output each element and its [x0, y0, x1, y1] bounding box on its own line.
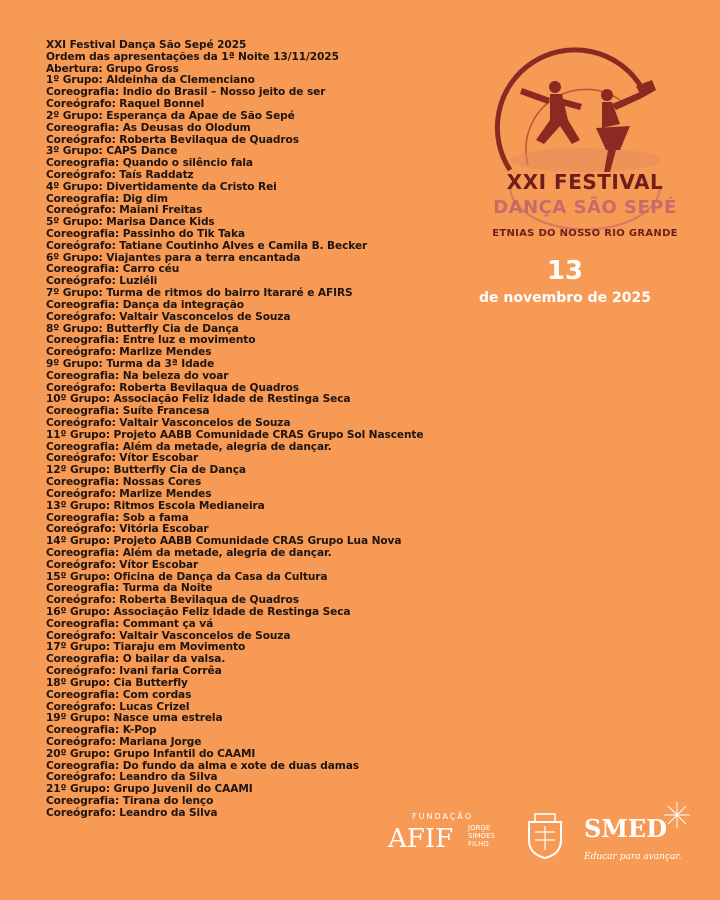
program-line: 18º Grupo: Cia Butterfly [46, 676, 188, 689]
program-line: 17º Grupo: Tiaraju em Movimento [46, 641, 246, 654]
program-line: Coreografia: Turma da Noite [46, 582, 213, 595]
program-line: Coreógrafo: Marlize Mendes [46, 487, 212, 500]
program-line: Coreógrafo: Tatiane Coutinho Alves e Camila B. Becker [46, 239, 368, 252]
program-line: Coreógrafo: Vítor Escobar [46, 452, 199, 465]
program-line: 7º Grupo: Turma de ritmos do bairro Itararé e AFIRS [46, 287, 353, 300]
program-line: 16º Grupo: Associação Feliz Idade de Restinga Seca [46, 606, 351, 618]
program-line: Coreografia: Quando o silêncio fala [46, 157, 253, 170]
program-line: Coreografia: As Deusas do Olodum [46, 121, 251, 134]
program-line: Coreografia: Sob a fama [46, 511, 189, 524]
program-line: 3º Grupo: CAPS Dance [46, 145, 178, 158]
program-line: Coreografia: Na beleza do voar [46, 369, 229, 382]
program-line: Coreógrafo: Raquel Bonnel [46, 98, 205, 111]
program-line: Coreógrafo: Valtair Vasconcelos de Souza [46, 417, 291, 429]
program-line: 9º Grupo: Turma da 3ª Idade [46, 357, 215, 370]
program-line: Coreógrafo: Vitória Escobar [46, 523, 209, 536]
program-line: Coreografia: Além da metade, alegria de dançar. [46, 546, 332, 559]
event-month-year: de novembro de 2025 [479, 290, 651, 306]
program-line: Coreógrafo: Roberta Bevilaqua de Quadros [46, 381, 299, 394]
program-line: Coreógrafo: Leandro da Silva [46, 771, 218, 784]
program-line: 15º Grupo: Oficina de Dança da Casa da Cultura [46, 570, 328, 583]
program-line: Coreógrafo: Ivani faria Corrêa [46, 665, 222, 678]
program-line: 11º Grupo: Projeto AABB Comunidade CRAS Grupo Sol Nascente [46, 428, 424, 441]
festival-subtitle: DANÇA SÃO SEPÉ [493, 197, 677, 218]
program-line: 8º Grupo: Butterfly Cia de Dança [46, 322, 239, 335]
program-line: Coreógrafo: Leandro da Silva [46, 806, 218, 819]
program-line: 5º Grupo: Marisa Dance Kids [46, 216, 215, 229]
program-line: 1º Grupo: Aldeinha da Clemenciano [46, 74, 255, 87]
program-line: Coreógrafo: Roberta Bevilaqua de Quadros [46, 133, 299, 146]
afif-wordmark: AFIF [388, 824, 454, 854]
smed-wordmark: SMED [584, 814, 668, 843]
smed-tagline: Educar para avançar. [584, 852, 682, 862]
program-line: 4º Grupo: Divertidamente da Cristo Rei [46, 180, 277, 193]
program-line: Coreógrafo: Roberta Bevilaqua de Quadros [46, 594, 299, 607]
smed-logo [584, 800, 694, 870]
program-line: Coreografia: Passinho do Tik Taka [46, 228, 245, 240]
program-line: 2º Grupo: Esperança da Apae de São Sepé [46, 109, 295, 122]
program-line: Coreografia: Suíte Francesa [46, 405, 210, 418]
program-line: Coreógrafo: Marlize Mendes [46, 346, 212, 359]
festival-theme: ETNIAS DO NOSSO RIO GRANDE [492, 228, 678, 239]
afif-foundation-label: FUNDAÇÃO [412, 812, 474, 821]
program-line: Coreografia: Entre luz e movimento [46, 334, 256, 347]
program-line: Coreógrafo: Mariana Jorge [46, 735, 202, 748]
program-line: Coreografia: Indio do Brasil – Nosso jeito de ser [46, 86, 326, 99]
program-line: Coreografia: Tirana do lenço [46, 795, 214, 807]
program-line: Coreografia: Dança da integração [46, 298, 244, 311]
program-line: Coreografia: Nossas Cores [46, 476, 202, 489]
program-line: 10º Grupo: Associação Feliz Idade de Restinga Seca [46, 393, 351, 406]
program-line: XXI Festival Dança São Sepé 2025 [46, 39, 247, 51]
program-line: Coreografia: Além da metade, alegria de dançar. [46, 440, 332, 453]
program-line: Coreógrafo: Maiani Freitas [46, 204, 203, 217]
program-line: Coreógrafo: Valtair Vasconcelos de Souza [46, 629, 291, 642]
festival-title: XXI FESTIVAL [506, 170, 664, 194]
program-line: 13º Grupo: Ritmos Escola Medianeira [46, 499, 265, 512]
afif-logo [388, 812, 508, 862]
program-line: Ordem das apresentações da 1ª Noite 13/11/2025 [46, 50, 339, 63]
program-line: 14º Grupo: Projeto AABB Comunidade CRAS Grupo Lua Nova [46, 535, 402, 548]
program-line: Coreógrafo: Taís Raddatz [46, 168, 194, 181]
municipal-crest-icon [523, 812, 567, 860]
program-line: 20º Grupo: Grupo Infantil do CAAMI [46, 747, 256, 760]
program-line: Coreografia: Com cordas [46, 688, 192, 701]
program-line: 6º Grupo: Viajantes para a terra encantada [46, 251, 301, 264]
program-line: Coreografia: Commant ça vá [46, 617, 214, 630]
program-line: Coreógrafo: Vítor Escobar [46, 558, 199, 571]
program-line: Coreografia: K-Pop [46, 724, 157, 737]
program-line: Abertura: Grupo Gross [46, 62, 179, 75]
program-list [46, 40, 466, 820]
program-line: 12º Grupo: Butterfly Cia de Dança [46, 464, 246, 477]
program-line: Coreógrafo: Valtair Vasconcelos de Souza [46, 310, 291, 323]
program-line: Coreógrafo: Lucas Crizel [46, 700, 190, 713]
event-day: 13 [546, 256, 584, 286]
program-line: Coreografia: Do fundo da alma e xote de duas damas [46, 759, 359, 772]
afif-name: JORGE SIMÕES FILHO [468, 824, 495, 848]
program-line: 19º Grupo: Nasce uma estrela [46, 712, 223, 725]
program-line: Coreografia: Carro céu [46, 263, 180, 276]
program-line: Coreografia: O bailar da valsa. [46, 653, 226, 666]
dancers-logo [470, 40, 700, 255]
program-line: 21º Grupo: Grupo Juvenil do CAAMI [46, 783, 253, 796]
program-line: Coreógrafo: Luziéli [46, 275, 158, 288]
program-line: Coreografia: Dig dim [46, 192, 168, 205]
